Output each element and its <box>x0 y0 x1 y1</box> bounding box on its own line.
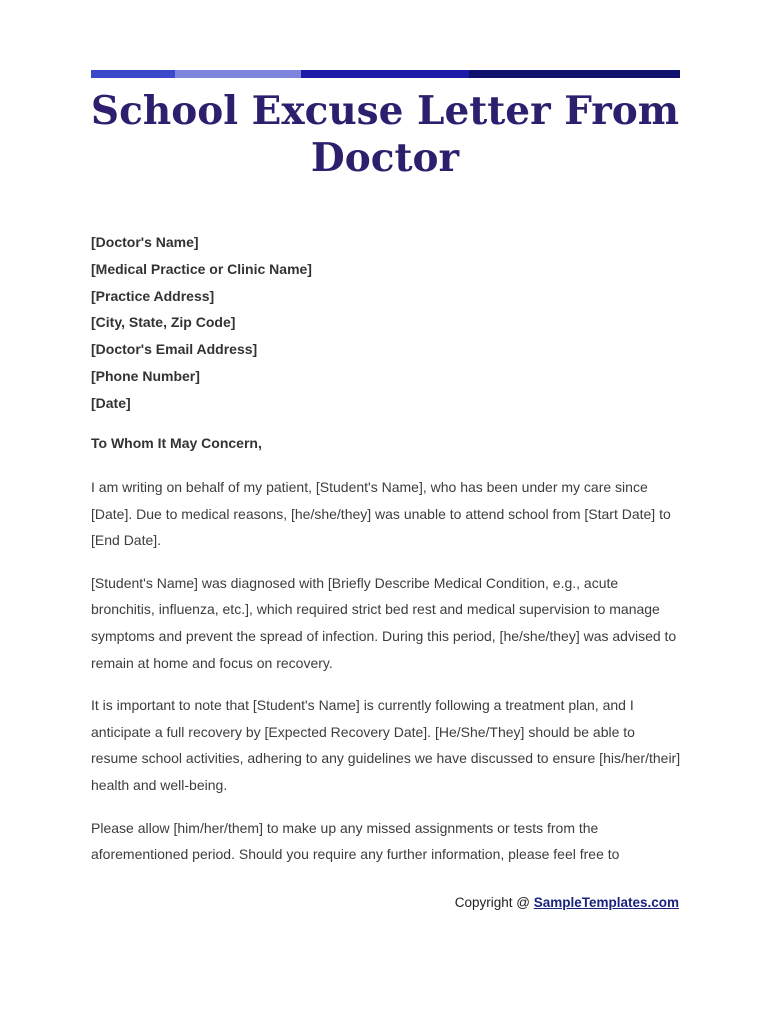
body-paragraph-3: It is important to note that [Student's Name] is currently following a treatment plan, and I anticipate a full recovery by [Expected Recovery Date]. [He/She/They] should be able to resume school activities, adhering to any guidelines we have discussed to ensure [his/her/their] health and well-being. <box>91 697 681 793</box>
sender-doctor-name: [Doctor's Name] <box>91 234 199 250</box>
sender-clinic-name: [Medical Practice or Clinic Name] <box>91 260 312 277</box>
sender-city-state-zip: [City, State, Zip Code] <box>91 314 236 331</box>
header-bar-segment-1 <box>91 70 175 78</box>
header-bar-segment-4 <box>469 70 680 78</box>
header-color-bar <box>91 70 680 78</box>
copyright-prefix: Copyright @ <box>454 895 534 910</box>
body-paragraph-1: I am writing on behalf of my patient, [Student's Name], who has been under my care since [Date]. Due to medical reasons, [he/she/they] was unable to attend school from [Start Date] to [End Date]. <box>91 479 671 549</box>
sender-date: [Date] <box>91 394 131 411</box>
sender-practice-address: [Practice Address] <box>91 287 215 304</box>
body-paragraph-2: [Student's Name] was diagnosed with [Briefly Describe Medical Condition, e.g., acute bronchitis, influenza, etc.], which required strict bed rest and medical supervision to manage symptoms and prevent the spread of infection. During this period, [he/she/they] was advised to remain at home and focus on recovery. <box>91 574 677 671</box>
header-bar-segment-3 <box>301 70 469 78</box>
document-title: School Excuse Letter From Doctor <box>90 88 680 181</box>
copyright-footer <box>455 893 679 913</box>
sampletemplates-link[interactable]: SampleTemplates.com <box>533 895 679 910</box>
header-bar-segment-2 <box>175 70 301 78</box>
sender-email: [Doctor's Email Address] <box>91 341 258 358</box>
body-paragraph-4: Please allow [him/her/them] to make up any missed assignments or tests from the aforementioned period. Should you require any further information, please feel free to <box>91 819 620 863</box>
letter-body <box>91 474 683 884</box>
salutation: To Whom It May Concern, <box>91 435 262 451</box>
sender-phone: [Phone Number] <box>91 367 200 384</box>
sender-address-block <box>91 229 681 417</box>
